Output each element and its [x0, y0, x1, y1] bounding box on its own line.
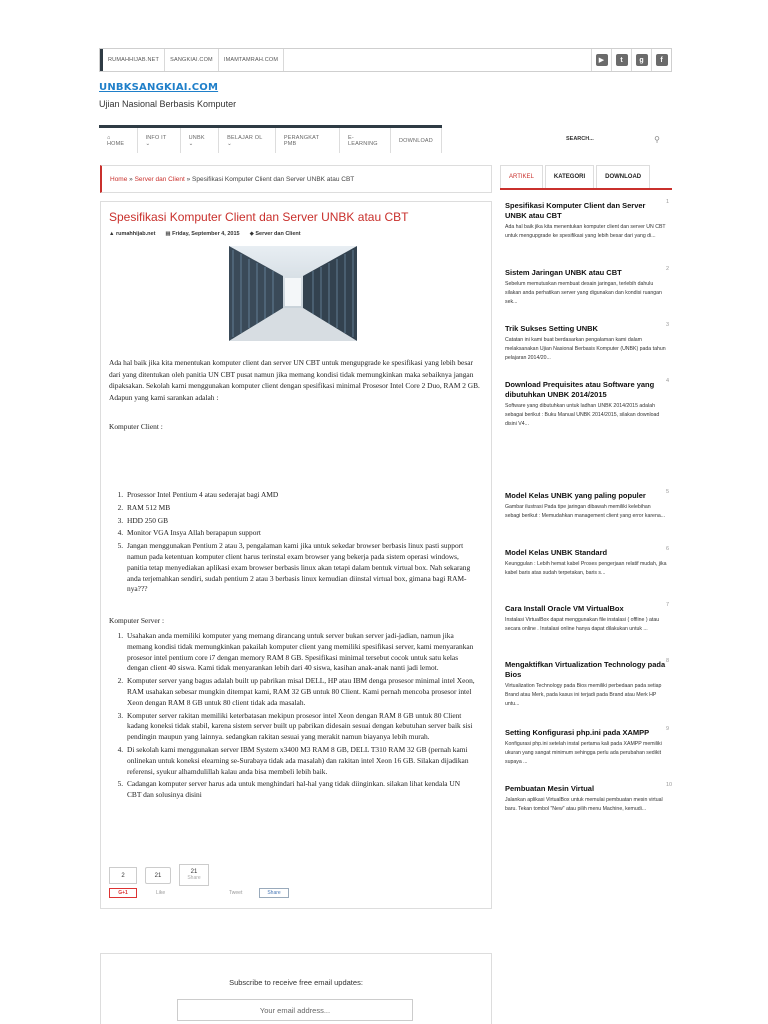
post-container	[100, 201, 492, 909]
youtube-icon[interactable]: ▶	[591, 49, 611, 71]
popular-rank: 2	[666, 266, 670, 272]
nav-download[interactable]: DOWNLOAD	[391, 128, 442, 153]
search-input[interactable]: SEARCH...	[566, 136, 594, 142]
popular-post[interactable]	[505, 726, 670, 766]
list-item: 2. RAM 512 MB	[125, 503, 475, 514]
tweet-button[interactable]: Tweet	[229, 890, 243, 896]
tab-kategori[interactable]: KATEGORI	[545, 165, 594, 188]
breadcrumb-sep: »	[127, 175, 135, 183]
post-category: Server dan Client	[255, 231, 301, 237]
subscribe-box	[100, 953, 492, 1024]
breadcrumb-home[interactable]: Home	[110, 175, 128, 183]
breadcrumb	[100, 165, 492, 193]
nav-perangkat-pmb[interactable]: PERANGKAT PMB	[276, 128, 340, 153]
list-item: 1. Usahakan anda memiliki komputer yang memang dirancang untuk server bukan server jadi-jadian, namun jika memang kondisi tidak memungkinkan pakailah komputer client yang memiliki spesifikasi server, kami menyarankan prosesor intel pentium core i7 dengan memory RAM 8 GB. Spesifikasi minimal tersebut cocok untuk satu kelas dengan client 40 siswa. Kami tidak menyarankan lebih dari 40 siswa, kasihan anak-anak nanti jadi lemot.	[125, 631, 475, 674]
popular-desc: Instalasi VirtualBox dapat menggunakan file instalasi ( offline ) atau secara online . Instalasi online hanya dapat dilakukan untuk ...	[505, 617, 660, 632]
popular-post[interactable]	[505, 546, 670, 578]
tag-icon: ◆	[249, 231, 254, 237]
popular-rank: 10	[666, 782, 673, 788]
popular-rank: 9	[666, 726, 670, 732]
list-item: 4. Monitor VGA Insya Allah berapapun support	[125, 528, 475, 539]
list-item: 5. Cadangan komputer server harus ada untuk menghindari hal-hal yang tidak diinginkan. silakan lihat kendala UN CBT dan solusinya disini	[125, 779, 475, 801]
nav-home[interactable]: ⌂ HOME	[99, 128, 138, 153]
gplus-button[interactable]: G+1	[109, 888, 137, 898]
server-room-illustration	[229, 246, 357, 341]
popular-title[interactable]: Pembuatan Mesin Virtual	[505, 784, 595, 793]
client-spec-list	[113, 490, 475, 597]
like-count: 21	[145, 867, 171, 884]
breadcrumb-current: Spesifikasi Komputer Client dan Server UNBK atau CBT	[192, 175, 355, 183]
server-room-image	[229, 246, 357, 341]
main-nav	[99, 125, 442, 153]
top-link-rumahhijab[interactable]: RUMAHHIJAB.NET	[103, 49, 165, 71]
popular-rank: 7	[666, 602, 670, 608]
gplus-count: 2	[109, 867, 137, 884]
like-button[interactable]: Like	[156, 890, 166, 896]
twitter-icon[interactable]: t	[611, 49, 631, 71]
popular-post[interactable]	[505, 199, 670, 241]
tab-artikel[interactable]: ARTIKEL	[500, 165, 543, 188]
user-icon: ▲	[109, 231, 115, 237]
popular-rank: 4	[666, 378, 670, 384]
popular-title[interactable]: Mengaktifkan Virtualization Technology pada Bios	[505, 660, 666, 679]
popular-post[interactable]	[505, 266, 670, 306]
popular-title[interactable]: Trik Sukses Setting UNBK	[505, 324, 598, 333]
post-title: Spesifikasi Komputer Client dan Server UNBK atau CBT	[109, 210, 409, 224]
popular-title[interactable]: Spesifikasi Komputer Client dan Server UNBK atau CBT	[505, 201, 646, 220]
calendar-icon: ▦	[165, 231, 171, 237]
popular-desc: Sebelum memutuskan membuat desain jaringan, terlebih dahulu silakan anda perhatikan server yang digunakan dan kondisi ruangan sek...	[505, 281, 662, 305]
share-count: 21	[190, 869, 198, 875]
popular-rank: 6	[666, 546, 670, 552]
search-icon[interactable]: ⚲	[654, 134, 660, 144]
nav-unbk[interactable]: UNBK ⌄	[181, 128, 220, 153]
search-box[interactable]	[566, 132, 660, 146]
list-item: 5. Jangan menggunakan Pentium 2 atau 3, pengalaman kami jika untuk sekedar browser berbasis linux pasti support namun pada ketentuan komputer client harus terinstal exam browser yang bekerja pada sistem operasi windows, panitia tetap menyediakan aplikasi exam browser berbasis linux akan tetapi dalam bentuk virtual box. Nah sekarang anda terjemahkan sendiri, sudah pentium 2 atau 3 berbasis linux kemudian diinstal virtual box, gimana bagi RAM-nya???	[125, 541, 475, 595]
popular-desc: Keunggulan : Lebih hemat kabel Proses pengerjaan relatif mudah, jika kabel baris atas sudah terpetakan, baris s...	[505, 561, 667, 576]
popular-post[interactable]	[505, 378, 670, 428]
popular-desc: Gambar ilustrasi Pada tipe jaringan dibawah memiliki kelebihan sebagi berikut : Memudahkan management client yang error karena...	[505, 504, 666, 519]
share-bar	[109, 862, 479, 902]
list-item: 3. HDD 250 GB	[125, 516, 475, 527]
social-links	[591, 49, 671, 71]
server-spec-list	[113, 631, 475, 803]
popular-rank: 8	[666, 658, 670, 664]
site-tagline: Ujian Nasional Berbasis Komputer	[99, 99, 237, 109]
list-item: 2. Komputer server yang bagus adalah built up pabrikan misal DELL, HP atau IBM denga prosesor minimal intel Xeon, RAM usahakan sebesar mungkin ditempat kami, RAM 32 GB untuk 80 Client. Kami pernah mencoba prosesor intel Xeon dengan RAM 8 GB untuk 80 client tidak ada masalah.	[125, 676, 475, 708]
nav-belajar-ol[interactable]: BELAJAR OL ⌄	[219, 128, 276, 153]
popular-desc: Catatan ini kami buat berdasarkan pengalaman kami dalam melaksanakan Ujian Nasional Berbasis Komputer (UNBK) pada tahun pelajaran 2014/20...	[505, 337, 666, 361]
client-label: Komputer Client :	[109, 422, 163, 431]
site-logo[interactable]: UNBKSANGKIAI.COM	[99, 82, 219, 93]
breadcrumb-category[interactable]: Server dan Client	[134, 175, 185, 183]
share-count-label: Share	[187, 875, 201, 881]
date-meta	[165, 231, 239, 237]
popular-post[interactable]	[505, 489, 670, 521]
popular-post[interactable]	[505, 322, 670, 362]
popular-rank: 3	[666, 322, 670, 328]
popular-title[interactable]: Setting Konfigurasi php.ini pada XAMPP	[505, 728, 650, 737]
post-date: Friday, September 4, 2015	[172, 231, 240, 237]
nav-info-it[interactable]: INFO IT ⌄	[138, 128, 181, 153]
subscribe-text: Subscribe to receive free email updates:	[229, 978, 363, 987]
top-link-sangkiai[interactable]: SANGKIAI.COM	[165, 49, 219, 71]
popular-title[interactable]: Model Kelas UNBK Standard	[505, 548, 608, 557]
nav-e-learning[interactable]: E-LEARNING	[340, 128, 391, 153]
google-plus-icon[interactable]: g	[631, 49, 651, 71]
popular-desc: Jalankan aplikasi VirtualBox untuk memulai pembuatan mesin virtual baru. Tekan tombol "New" atau pilih menu Machine, kemudi...	[505, 797, 663, 812]
popular-rank: 5	[666, 489, 670, 495]
popular-desc: Software yang dibutuhkan untuk ladhan UNBK 2014/2015 adalah sebagai berikut : Buku Manual UNBK 2014/2015, silakan download disini V4...	[505, 403, 660, 427]
list-item: 4. Di sekolah kami menggunakan server IBM System x3400 M3 RAM 8 GB, DELL T310 RAM 32 GB (pernah kami onlinekan untuk koneksi elearning se-Surabaya tidak ada masalah) dan rakitan intel Xeon 16 GB. Silakan dijadikan referensi, syukur alhamdulillah kalau anda bisa membeli lebih baik.	[125, 745, 475, 777]
popular-title[interactable]: Sistem Jaringan UNBK atau CBT	[505, 268, 622, 277]
top-bar	[99, 48, 672, 72]
popular-post[interactable]	[505, 602, 670, 634]
share-button[interactable]: Share	[259, 888, 289, 898]
popular-post[interactable]	[505, 658, 670, 708]
category-meta[interactable]	[250, 231, 301, 237]
post-author: rumahhijab.net	[115, 231, 156, 237]
list-item: 1. Prosessor Intel Pentium 4 atau sederajat bagi AMD	[125, 490, 475, 501]
facebook-icon[interactable]: f	[651, 49, 671, 71]
top-link-imamtamrah[interactable]: IMAMTAMRAH.COM	[219, 49, 284, 71]
post-intro: Ada hal baik jika kita menentukan komputer client dan server UN CBT untuk mengupgrade ke spesifikasi yang lebih besar dari yang ditentukan oleh panitia UN CBT pusat namun jika memang kondisi tidak memungkinkan maka sebaiknya jangan dipaksakan. Sekolah kami menggunakan komputer client dengan spesifikasi minimal Prosesor Intel Core 2 Duo, RAM 2 GB. Adapun yang kami sarankan adalah :	[109, 358, 480, 402]
popular-title[interactable]: Cara Install Oracle VM VirtualBox	[505, 604, 624, 613]
popular-title[interactable]: Model Kelas UNBK yang paling populer	[505, 491, 646, 500]
share-count-box	[179, 864, 209, 886]
author-meta[interactable]	[109, 231, 155, 237]
list-item: 3. Komputer server rakitan memiliki keterbatasan mekipun prosesor intel Xeon dengan RAM 8 GB untuk 80 Client kadang koneksi tidak stabil, karena sistem server built up pabrikan didesain sesuai dengan kebutuhan server baik sisi pendingin maupun yang lainnya. sedangkan rakitan sesuai yang merakit namun biayanya lebih murah.	[125, 711, 475, 743]
popular-title[interactable]: Download Prequisites atau Software yang dibutuhkan UNBK 2014/2015	[505, 380, 655, 399]
popular-desc: Virtualization Technology pada Bios memiliki perbedaan pada setiap Brand atau Merk, pada kasus ini terjadi pada Brand atau Merk HP untu...	[505, 683, 662, 707]
post-meta	[109, 231, 301, 237]
sidebar-tabs	[500, 165, 672, 190]
popular-post[interactable]	[505, 782, 673, 814]
top-links	[100, 49, 284, 71]
email-field[interactable]: Your email address...	[177, 999, 413, 1021]
popular-desc: Ada hal baik jika kita menentukan komputer client dan server UN CBT untuk mengupgrade ke spesifikasi yang lebih besar dari yang di...	[505, 224, 666, 239]
server-label: Komputer Server :	[109, 616, 165, 625]
popular-desc: Konfigurasi php.ini setelah instal pertama kali pada XAMPP memiliki ukuran yang sangat minimum sehingga perlu ada perubahan sedikit supaya ...	[505, 741, 662, 765]
tab-download[interactable]: DOWNLOAD	[596, 165, 650, 188]
breadcrumb-sep: »	[184, 175, 193, 183]
popular-rank: 1	[666, 199, 670, 205]
